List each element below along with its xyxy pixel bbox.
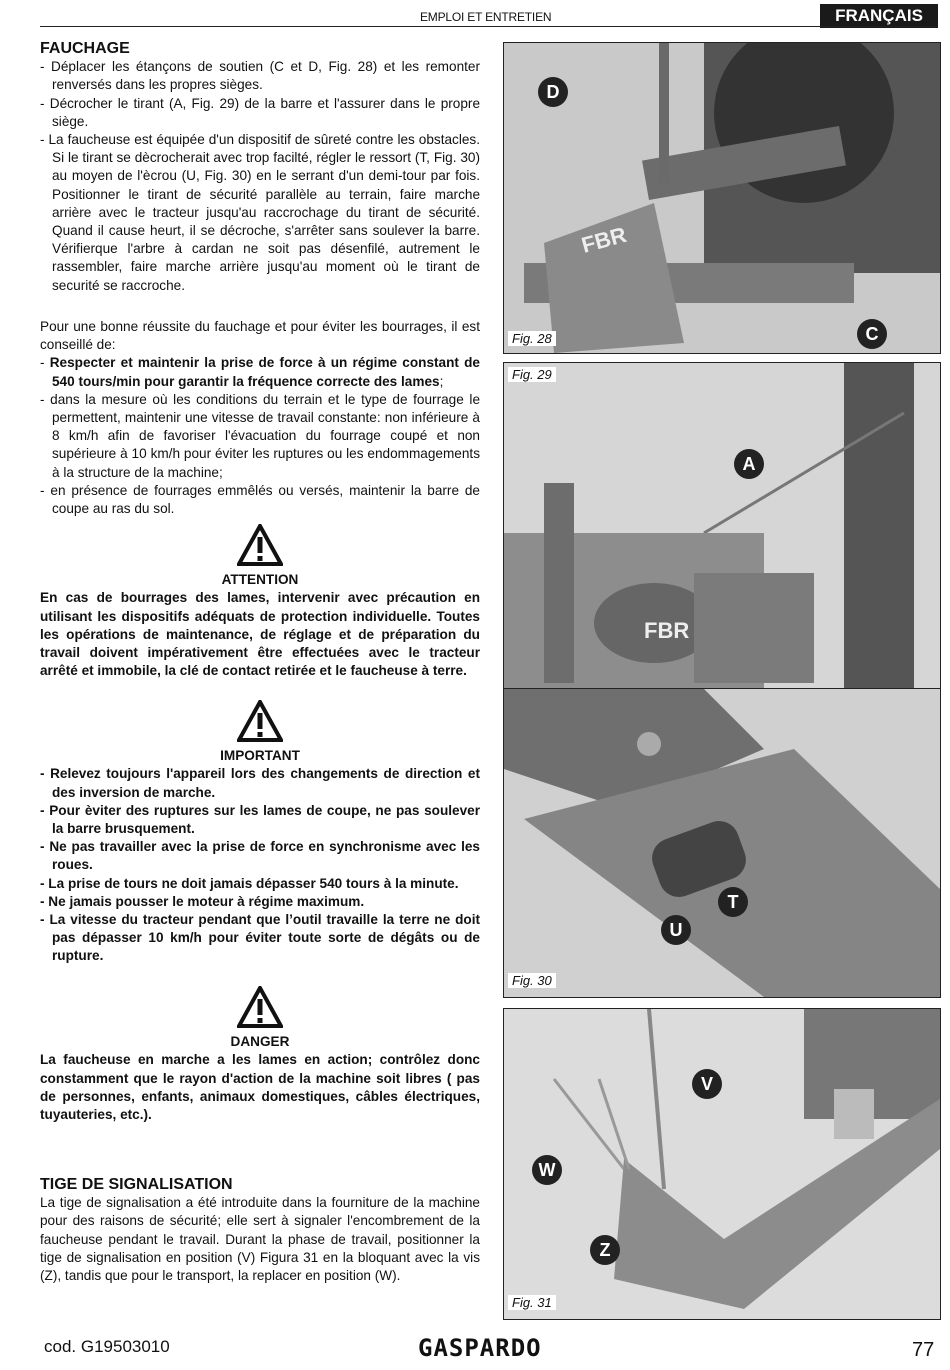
advice-list [40, 354, 480, 518]
fig31-letter-w: W [532, 1155, 562, 1185]
warning-triangle-icon [237, 700, 283, 742]
figure-31 [503, 1008, 941, 1320]
fig28-illustration [504, 43, 940, 353]
important-item: - La prise de tours ne doit jamais dépasser 540 tours à la minute. [40, 875, 459, 891]
fig29-brand: FBR [644, 618, 690, 643]
fig30-illustration [504, 689, 940, 997]
fig30-letter-t: T [718, 887, 748, 917]
attention-title: ATTENTION [221, 572, 299, 588]
fig30-letter-u: U [661, 915, 691, 945]
attention-text: En cas de bourrages des lames, intervenir avec précaution en utilisant les dispositifs adéquats de protection individuelle. Toutes les opérations de maintenance, de réglage et de préparation du travail doivent impérativement être effectuées avec le tracteur arrêté et immobile, la clé de contact retirée et le faucheuse à terre. [40, 590, 480, 679]
fauchage-list [40, 58, 480, 295]
important-title: IMPORTANT [220, 748, 300, 764]
figure-28 [503, 42, 941, 354]
important-item: - La vitesse du tracteur pendant que l’outil travaille la terre ne doit pas dépasser 10 km/h pour éviter toute sorte de dégâts ou de rupture. [40, 912, 480, 964]
advice-item: - dans la mesure où les conditions du terrain et le type de fourrage le permettent, maintenir une vitesse de travail constante: non inférieure à 8 km/h afin de favoriser l'évacuation du fourrage coupé et non supérieure à 10 km/h pour éviter les ruptures ou les endommagements à la structure de la machine; [40, 391, 480, 480]
tige-text: La tige de signalisation a été introduite dans la fourniture de la machine pour des raisons de sécurité; elle sert à signaler l'encombrement de la faucheuse pendant le travail. Durant la phase de travail, positionner la tige de signalisation en position (V) Figura 31 en la bloquant avec la vis (Z), tandis que pour le transport, la replacer en position (W). [40, 1195, 480, 1284]
language-tab: FRANÇAIS [820, 4, 938, 28]
warning-triangle-icon [237, 986, 283, 1028]
figure-30 [503, 688, 941, 998]
warning-triangle-icon [237, 524, 283, 566]
page-number: 77 [912, 1339, 935, 1361]
important-item: - Ne jamais pousser le moteur à régime maximum. [40, 893, 365, 909]
tige-title: TIGE DE SIGNALISATION [40, 1176, 233, 1193]
fig29-letter-a: A [734, 449, 764, 479]
fig31-label: Fig. 31 [508, 1295, 556, 1310]
tige-section [40, 1176, 480, 1285]
fig28-letter-c: C [857, 319, 887, 349]
attention-block [40, 524, 480, 680]
important-block [40, 700, 480, 966]
advice-intro: Pour une bonne réussite du fauchage et pour éviter les bourrages, il est conseillé de: [40, 319, 480, 353]
fauchage-item: - Déplacer les étançons de soutien (C et D, Fig. 28) et les remonter renversés dans les propres sièges. [40, 59, 480, 93]
advice-section [40, 318, 480, 518]
danger-title: DANGER [230, 1034, 290, 1050]
section-header: EMPLOI ET ENTRETIEN [420, 10, 552, 24]
fig28-letter-d: D [538, 77, 568, 107]
advice-bold-text: Respecter et maintenir la prise de force à un régime constant de 540 tours/min pour garantir la fréquence correcte des lames [49, 355, 480, 389]
advice-item-bold: - Respecter et maintenir la prise de force à un régime constant de 540 tours/min pour garantir la fréquence correcte des lames; [40, 355, 480, 389]
fauchage-section [40, 40, 480, 295]
fig31-letter-z: Z [590, 1235, 620, 1265]
important-item: - Ne pas travailler avec la prise de force en synchronisme avec les roues. [40, 839, 480, 873]
fauchage-item: - La faucheuse est équipée d'un dispositif de sûreté contre les obstacles. Si le tirant se dècrocherait avec trop facilté, régler le ressort (T, Fig. 30) au moyen de l'ècrou (U, Fig. 30) en le serrant d'un demi-tour par fois. Positionner le tirant de sécurité parallèle au terrain, faire marche arrière avec le tracteur jusqu'au raccrochage du tirant de sécurité. Quand il cause heurt, il se décroche, s'arrêter sans soulever la barre. Vérifierque l'arbre à cardan ne soit pas désenfilé, autrement le rassembler, faire marche arrière jusqu'au moment où le tirant de securité se raccroche. [40, 132, 480, 293]
fauchage-title: FAUCHAGE [40, 40, 130, 57]
fauchage-item: - Décrocher le tirant (A, Fig. 29) de la barre et l'assurer dans le propre siège. [40, 95, 480, 129]
fig28-brand: FBR [578, 221, 629, 258]
danger-text: La faucheuse en marche a les lames en action; contrôlez donc constamment que le rayon d'action de la machine soit libres ( pas de personnes, enfants, animaux domestiques, câbles électriques, tuyauteries, etc.). [40, 1052, 480, 1123]
fig31-letter-v: V [692, 1069, 722, 1099]
advice-item: - en présence de fourrages emmêlés ou versés, maintenir la barre de coupe au ras du sol. [40, 482, 480, 517]
important-item: - Relevez toujours l'appareil lors des changements de direction et des inversion de marche. [40, 766, 480, 800]
header-rule [40, 26, 938, 27]
important-list [40, 765, 480, 965]
brand-logo: GASPARDO [418, 1334, 542, 1362]
important-item: - Pour èviter des ruptures sur les lames de coupe, ne pas soulever la barre brusquement. [40, 802, 480, 837]
document-code: cod. G19503010 [44, 1337, 170, 1356]
fig29-illustration [504, 363, 940, 689]
danger-block [40, 986, 480, 1124]
figure-29 [503, 362, 941, 690]
fig31-illustration [504, 1009, 940, 1319]
fig30-label: Fig. 30 [508, 973, 556, 988]
fig29-label: Fig. 29 [508, 367, 556, 382]
fig28-label: Fig. 28 [508, 331, 556, 346]
